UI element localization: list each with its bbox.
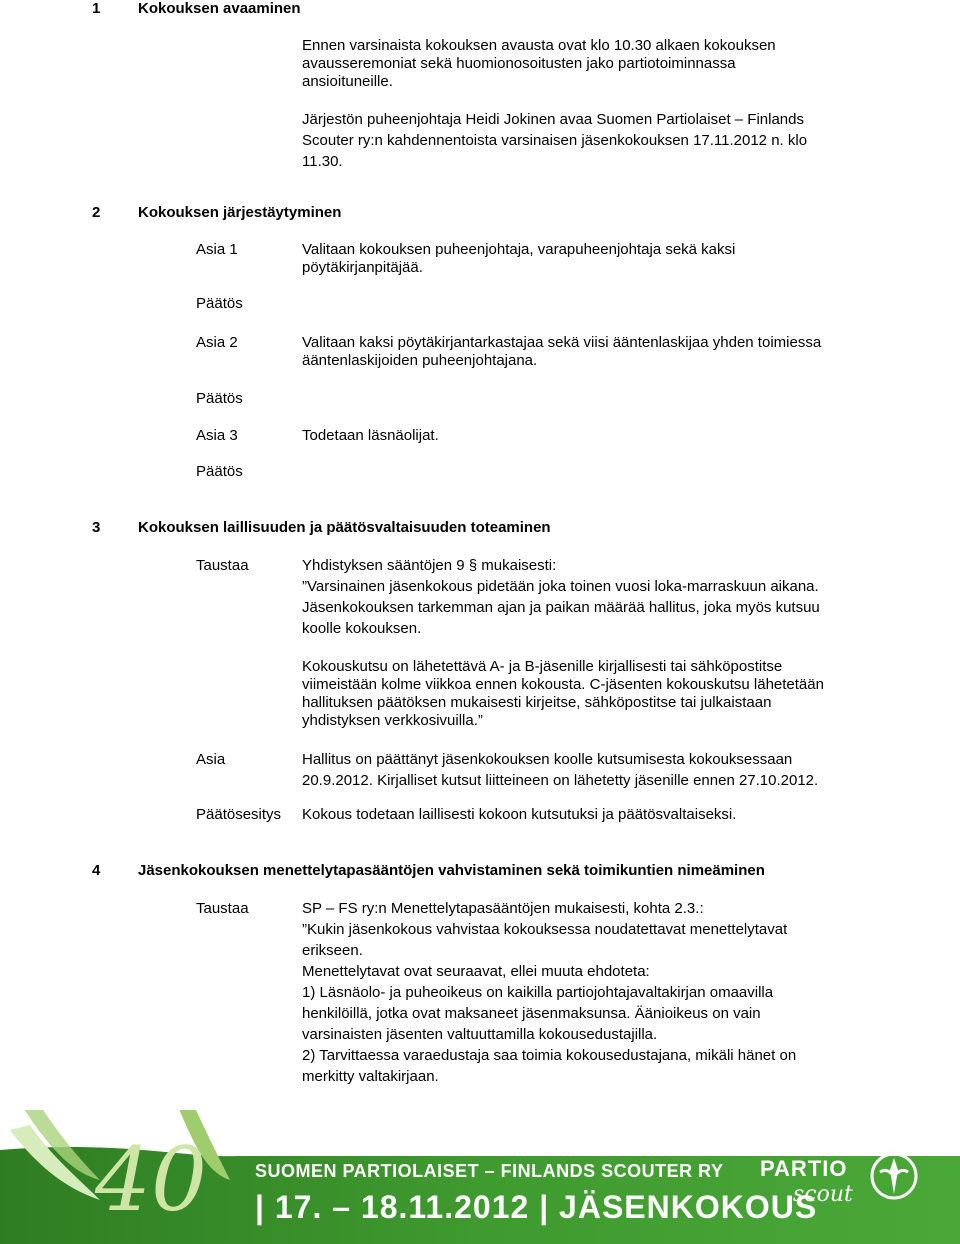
asia-3-label: Asia 3 [196,427,238,444]
asia-1-label: Asia 1 [196,241,238,258]
footer-event-line: | 17. – 18.11.2012 | JÄSENKOKOUS [255,1189,818,1225]
paatos-2-label: Päätös [196,390,243,407]
s3-asia-text: Hallitus on päättänyt jäsenkokouksen koolle kutsumisesta kokouksessaan 20.9.2012. Kirjalliset kutsut liitteineen on lähetetty jäsenille ennen 27.10.2012. [302,751,819,789]
s3-asia-label: Asia [196,751,226,768]
s3-paatosesitys-label: Päätösesitys [196,806,282,823]
section-4-number: 4 [92,862,101,879]
s1-paragraph-1: Ennen varsinaista kokouksen avausta ovat klo 10.30 alkaen kokouksen avausseremoniat sekä huomionosoitusten jako partiotoiminnassa ansioituneille. [302,37,776,90]
section-3-number: 3 [92,519,101,536]
section-1-number: 1 [92,0,101,17]
paatos-1-label: Päätös [196,295,243,312]
asia-2-text: Valitaan kaksi pöytäkirjantarkastajaa sekä viisi ääntenlaskijaa yhden toimiessa ääntenlaskijoiden puheenjohtajana. [302,334,822,369]
section-2-title: Kokouksen järjestäytyminen [138,204,342,221]
section-4-title: Jäsenkokouksen menettelytapasääntöjen vahvistaminen sekä toimikuntien nimeäminen [138,862,765,879]
section-1-title: Kokouksen avaaminen [138,0,301,17]
scout-logo-text: scout [793,1182,853,1207]
footer-org-name: SUOMEN PARTIOLAISET – FINLANDS SCOUTER RY [255,1161,724,1181]
section-2-number: 2 [92,204,101,221]
paatos-3-label: Päätös [196,463,243,480]
s4-taustaa-label: Taustaa [196,900,249,917]
anniversary-40-logo: 40 [95,1128,207,1231]
scout-emblem-icon [868,1150,920,1202]
s4-taustaa-text: SP – FS ry:n Menettelytapasääntöjen mukaisesti, kohta 2.3.: ”Kukin jäsenkokous vahvistaa kokouksessa noudatettavat menettelytavat erikseen. Menettelytavat ovat seuraavat, ellei muuta ehdoteta: 1) Läsnäolo- ja puheoikeus on kaikilla partiojohtajavaltakirjan omaavilla henkilöillä, jotka ovat maksaneet jäsenmaksunsa. Äänioikeus on vain varsinaisten jäsenten valtuuttamilla kokousedustajilla. 2) Tarvittaessa varaedustaja saa toimia kokousedustajana, mikäli hänet on merkitty valtakirjaan. [302,900,797,1085]
s3-taustaa-label: Taustaa [196,557,249,574]
asia-3-text: Todetaan läsnäolijat. [302,427,439,444]
s3-paatosesitys-text: Kokous todetaan laillisesti kokoon kutsutuksi ja päätösvaltaiseksi. [302,806,737,823]
asia-1-text: Valitaan kokouksen puheenjohtaja, varapuheenjohtaja sekä kaksi pöytäkirjanpitäjää. [302,241,736,276]
partio-logo-text: PARTIO [760,1156,848,1181]
s3-taustaa-text: Yhdistyksen sääntöjen 9 § mukaisesti: ”Varsinainen jäsenkokous pidetään joka toinen vuosi loka-marraskuun aikana. Jäsenkokouksen tarkemman ajan ja paikan määrää hallitus, joka myös kutsuu koolle kokouksen. [302,557,820,637]
section-3-title: Kokouksen laillisuuden ja päätösvaltaisuuden toteaminen [138,519,551,536]
s1-paragraph-2: Järjestön puheenjohtaja Heidi Jokinen avaa Suomen Partiolaiset – Finlands Scouter ry:n kahdennentoista varsinaisen jäsenkokouksen 17.11.2012 n. klo 11.30. [302,111,808,170]
s3-taustaa-text-2: Kokouskutsu on lähetettävä A- ja B-jäsenille kirjallisesti tai sähköpostitse viimeistään kolme viikkoa ennen kokousta. C-jäsenten kokouskutsu lähetetään hallituksen päätöksen mukaisesti kirjeitse, sähköpostitse tai julkaistaan yhdistyksen verkkosivuilla.” [302,658,824,729]
asia-2-label: Asia 2 [196,334,238,351]
